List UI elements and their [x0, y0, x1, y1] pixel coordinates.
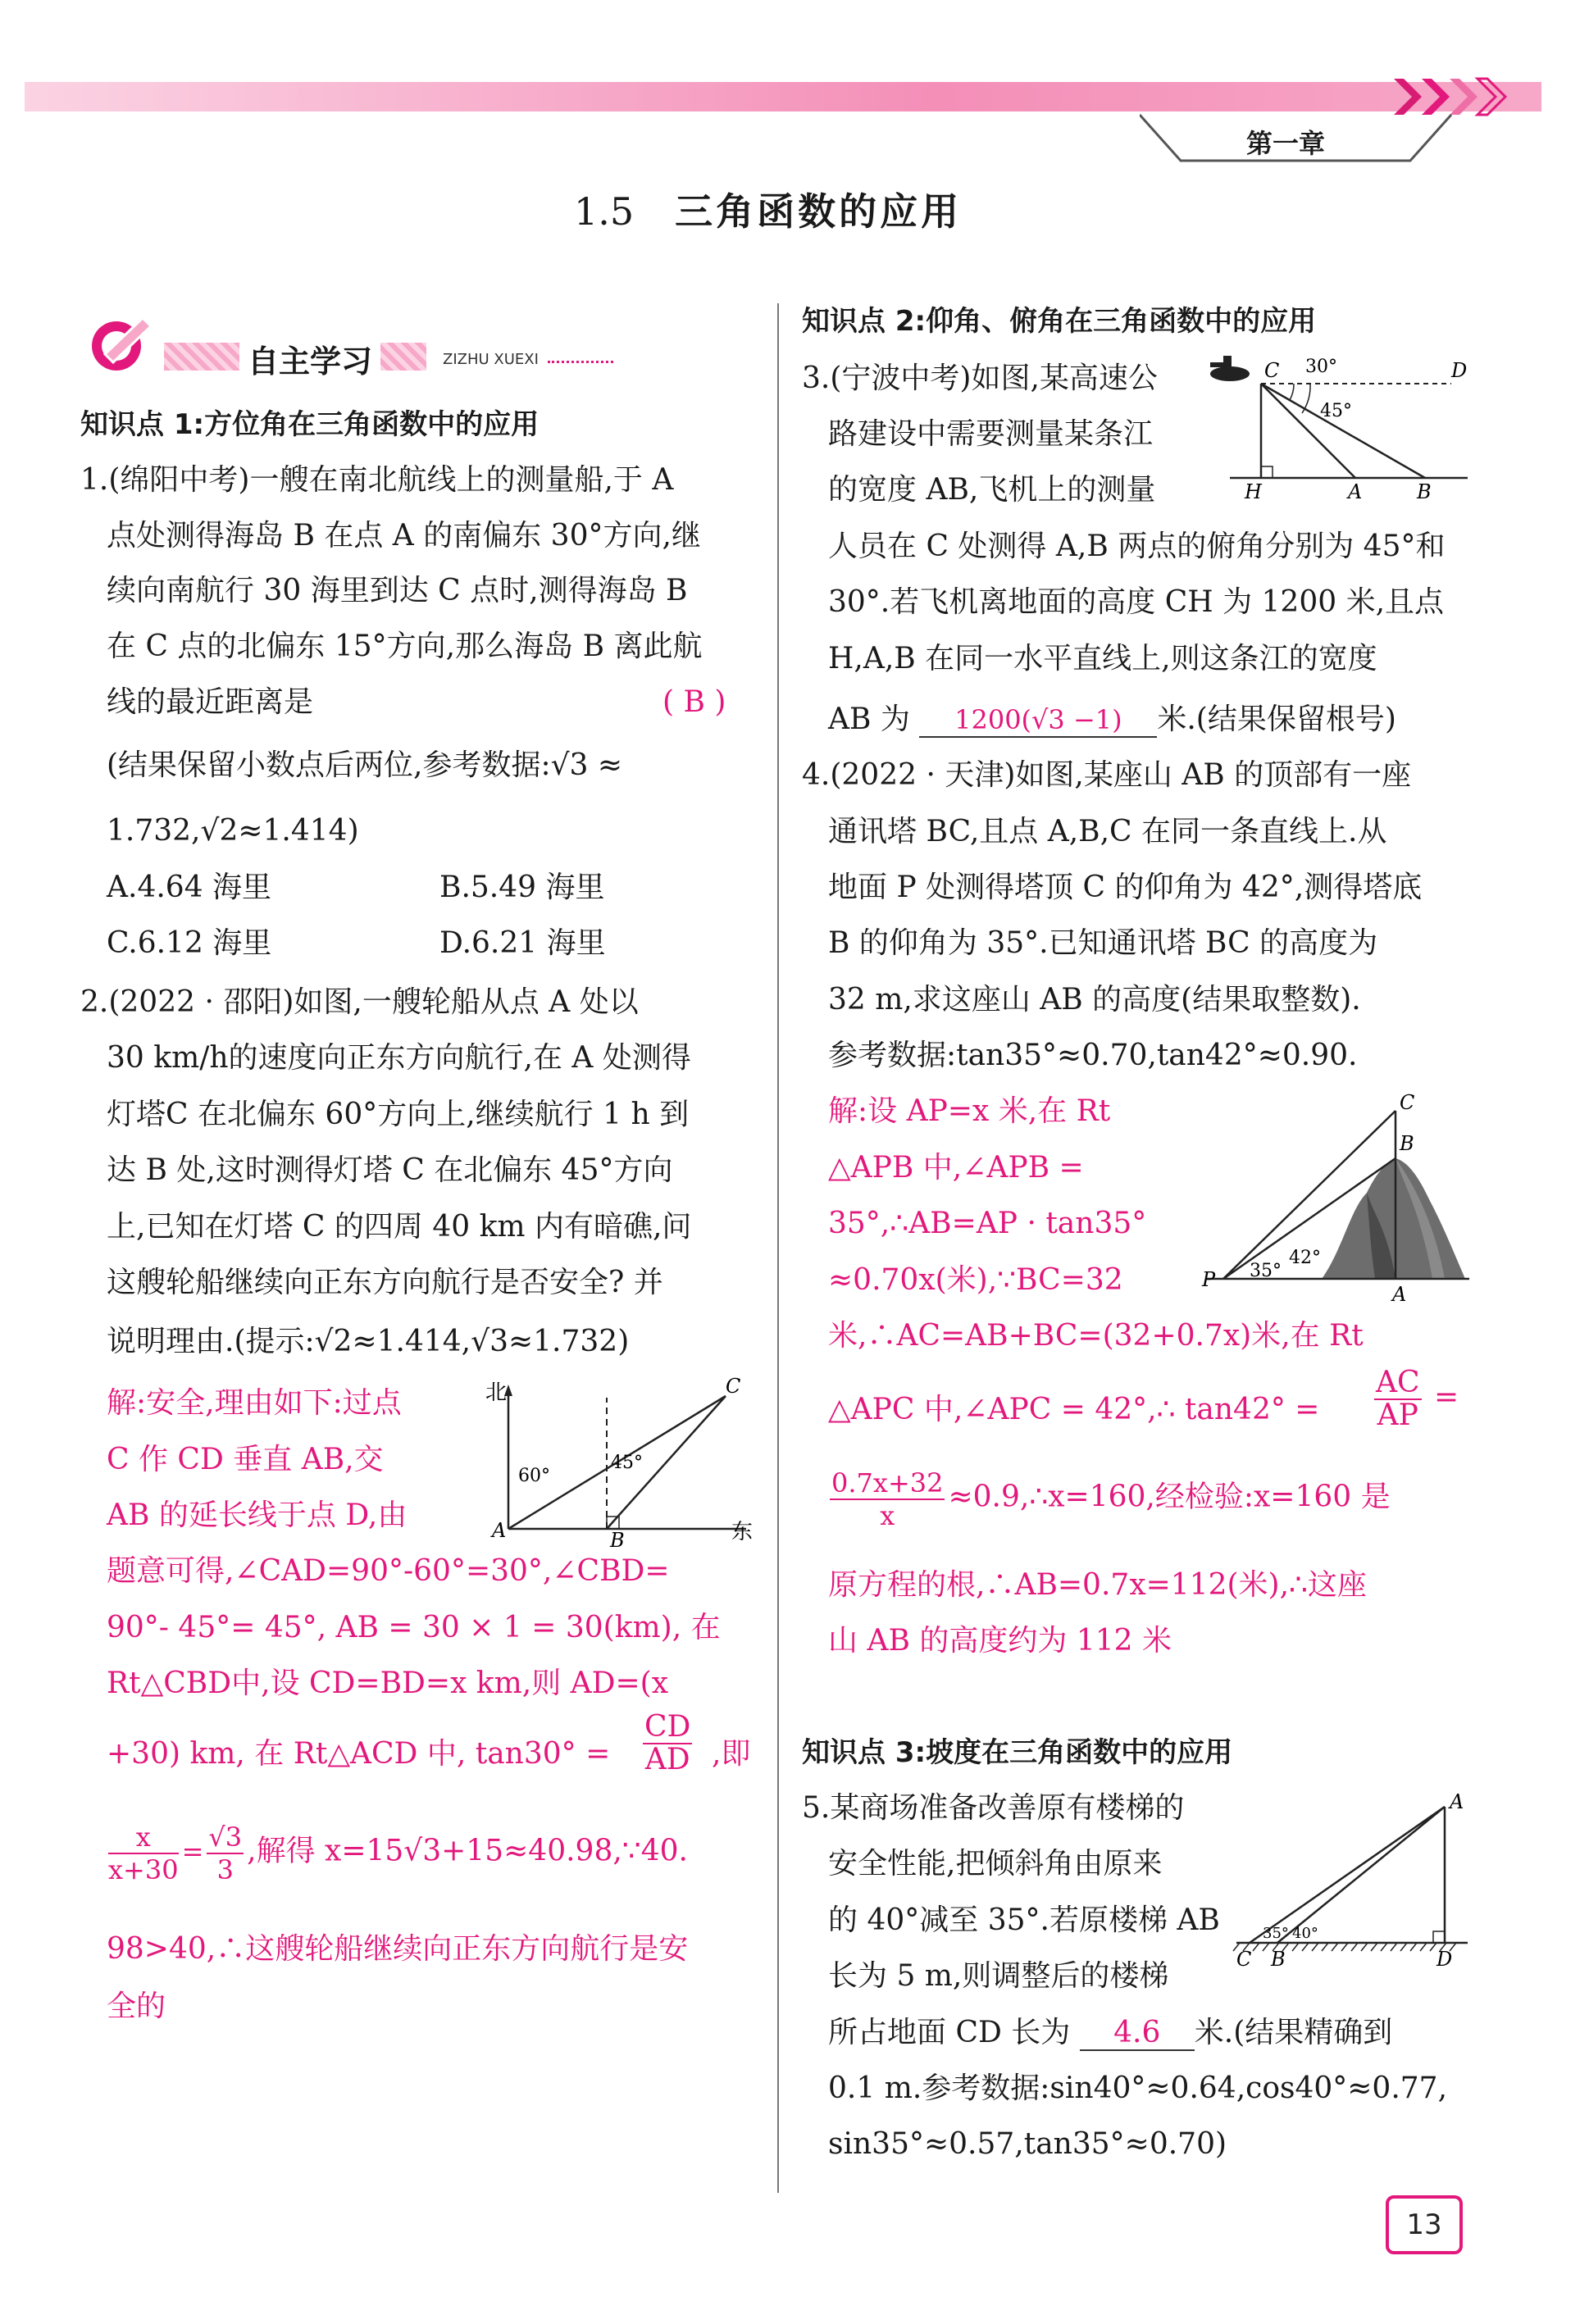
banner-label: 自主学习	[239, 336, 380, 381]
q3-line: 30°.若飞机离地面的高度 CH 为 1200 米,且点	[828, 585, 1445, 619]
q2-solution: 90°- 45°= 45°, AB = 30 × 1 = 30(km), 在	[107, 1611, 721, 1644]
q4-solution: △APB 中,∠APB =	[828, 1151, 1084, 1185]
fraction-denominator: 3	[216, 1854, 234, 1885]
q2-figure	[476, 1373, 754, 1553]
knowledge-point-1: 知识点 1:方位角在三角函数中的应用	[80, 408, 540, 441]
q1-answer: ( B )	[662, 685, 726, 719]
page-title	[574, 182, 962, 236]
q1-line: 点处测得海岛 B 在点 A 的南偏东 30°方向,继	[107, 519, 701, 553]
q1-line: 续向南航行 30 海里到达 C 点时,测得海岛 B	[107, 574, 688, 607]
fig-label-c: C	[726, 1375, 741, 1398]
knowledge-point-3: 知识点 3:坡度在三角函数中的应用	[802, 1736, 1233, 1769]
q1-line: 在 C 点的北偏东 15°方向,那么海岛 B 离此航	[107, 630, 703, 663]
q4-solution-tail: 原方程的根,∴AB=0.7x=112(米),∴这座	[828, 1568, 1367, 1602]
fraction-numerator: x	[108, 1821, 179, 1854]
fig-angle-60: 60°	[518, 1466, 550, 1486]
q4-solution-tail: 山 AB 的高度约为 112 米	[828, 1624, 1172, 1658]
q2-line: 灯塔C 在北偏东 60°方向上,继续航行 1 h 到	[107, 1098, 690, 1131]
q2-solution: ,即	[712, 1737, 751, 1771]
fraction-denominator: x+30	[108, 1854, 179, 1885]
q2-line: 这艘轮船继续向正东方向航行是否安全? 并	[107, 1266, 663, 1299]
q2-line: 说明理由.(提示:√2≈1.414,√3≈1.732)	[107, 1325, 630, 1358]
fig-label-d: D	[1451, 359, 1468, 382]
header-band	[25, 82, 1541, 111]
fraction-numerator: AC	[1376, 1366, 1420, 1399]
knowledge-point-2: 知识点 2:仰角、俯角在三角函数中的应用	[802, 305, 1317, 338]
q5-line: 安全性能,把倾斜角由原来	[828, 1847, 1163, 1881]
fig-label-c: C	[1264, 359, 1280, 382]
banner-pinyin: ZIZHU XUEXI	[443, 351, 539, 368]
q2-fraction-cd-ad	[640, 1712, 695, 1776]
fig-angle-40: 40°	[1292, 1925, 1318, 1942]
fig-label-a: A	[492, 1519, 507, 1542]
q1-option-a: A.4.64 海里	[107, 871, 272, 904]
fraction-numerator: 0.7x+32	[831, 1467, 944, 1499]
q4-line: B 的仰角为 35°.已知通讯塔 BC 的高度为	[828, 926, 1378, 960]
q2-solution: 题意可得,∠CAD=90°-60°=30°,∠CBD=	[107, 1554, 670, 1588]
fig-label-h: H	[1245, 480, 1262, 503]
q3-answer-line	[828, 703, 1396, 738]
q4-line: 地面 P 处测得塔顶 C 的仰角为 42°,测得塔底	[828, 871, 1423, 904]
q2-solution: 解:安全,理由如下:过点	[107, 1386, 402, 1420]
q2-line: 上,已知在灯塔 C 的四周 40 km 内有暗礁,问	[107, 1210, 692, 1244]
pencil-icon	[84, 310, 157, 375]
fig-label-north: 北	[485, 1380, 508, 1405]
q4-line: 32 m,求这座山 AB 的高度(结果取整数).	[828, 983, 1361, 1016]
q2-solution-tail: ,解得 x=15√3+15≈40.98,∵40.	[247, 1834, 688, 1868]
column-divider	[777, 303, 779, 2193]
q3-ab-prefix: AB 为	[828, 703, 910, 736]
section-title-text: 三角函数的应用	[675, 189, 963, 234]
fig-label-b: B	[610, 1529, 625, 1552]
fig-label-b: B	[1417, 480, 1432, 503]
fig-angle-30: 30°	[1305, 357, 1337, 377]
fraction-numerator: CD	[644, 1710, 691, 1744]
q5-cd-suffix: 米.(结果精确到	[1194, 2016, 1393, 2049]
page-number: 13	[1386, 2195, 1463, 2254]
q5-note: 0.1 m.参考数据:sin40°≈0.64,cos40°≈0.77,	[828, 2072, 1448, 2105]
fig-angle-35: 35°	[1250, 1261, 1282, 1281]
q4-solution: 解:设 AP=x 米,在 Rt	[828, 1094, 1111, 1128]
q5-answer: 4.6	[1080, 2017, 1195, 2051]
q4-line: 4.(2022 · 天津)如图,某座山 AB 的顶部有一座	[802, 758, 1412, 792]
q5-line: 5.某商场准备改善原有楼梯的	[802, 1791, 1185, 1825]
q2-solution: C 作 CD 垂直 AB,交	[107, 1443, 384, 1476]
fig-label-c: C	[1236, 1948, 1252, 1971]
q5-note: sin35°≈0.57,tan35°≈0.70)	[828, 2127, 1227, 2161]
q3-ab-suffix: 米.(结果保留根号)	[1157, 703, 1396, 736]
fraction-denominator: x	[880, 1500, 895, 1531]
q5-answer-line	[828, 2017, 1392, 2051]
fig-label-d: D	[1436, 1948, 1453, 1971]
q1-note: 1.732,√2≈1.414)	[107, 814, 359, 848]
q3-figure	[1205, 351, 1476, 507]
q5-line: 长为 5 m,则调整后的楼梯	[828, 1959, 1169, 1993]
section-number: 1.5	[574, 189, 635, 234]
fig-label-a: A	[1348, 480, 1363, 503]
banner-dots	[548, 361, 613, 363]
airplane-icon	[1210, 356, 1250, 381]
q4-figure	[1199, 1086, 1477, 1308]
q4-line: 通讯塔 BC,且点 A,B,C 在同一条直线上.从	[828, 815, 1387, 848]
q1-option-c: C.6.12 海里	[107, 926, 272, 960]
chapter-label: 第一章	[1246, 128, 1326, 159]
fig-label-a: A	[1450, 1790, 1464, 1813]
q4-fraction-ac-ap: $\frac{AC}{AP}$ =	[1376, 1366, 1459, 1432]
q3-line: H,A,B 在同一水平直线上,则这条江的宽度	[828, 642, 1377, 675]
q5-line: 的 40°减至 35°.若原楼梯 AB	[828, 1903, 1220, 1937]
q5-figure	[1230, 1787, 1484, 1976]
fig-angle-35: 35°	[1263, 1925, 1289, 1942]
q4-solution: ≈0.70x(米),∵BC=32	[828, 1263, 1123, 1297]
fig-label-p: P	[1202, 1268, 1216, 1291]
q2-solution-tail: 全的	[107, 1990, 166, 2023]
q2-solution: Rt△CBD中,设 CD=BD=x km,则 AD=(x	[107, 1667, 669, 1700]
fig-label-c: C	[1400, 1091, 1415, 1114]
q3-line: 3.(宁波中考)如图,某高速公	[802, 362, 1158, 395]
q3-line: 路建设中需要测量某条江	[828, 417, 1154, 451]
q2-solution: AB 的延长线于点 D,由	[107, 1499, 407, 1532]
fig-label-b: B	[1400, 1132, 1414, 1155]
fraction-denominator: AD	[644, 1743, 690, 1776]
q2-line: 达 B 处,这时测得灯塔 C 在北偏东 45°方向	[107, 1153, 673, 1187]
q2-line: 30 km/h的速度向正东方向航行,在 A 处测得	[107, 1041, 691, 1075]
q3-line: 的宽度 AB,飞机上的测量	[828, 473, 1156, 507]
q4-equation	[826, 1467, 1391, 1531]
q1-option-b: B.5.49 海里	[439, 871, 605, 904]
q1-line: 1.(绵阳中考)一艘在南北航线上的测量船,于 A	[80, 463, 674, 497]
fraction-numerator: √3	[208, 1821, 243, 1853]
q1-note: (结果保留小数点后两位,参考数据:√3 ≈	[107, 748, 623, 782]
q4-solution: △APC 中,∠APC = 42°,∴ tan42° =	[828, 1393, 1320, 1426]
fraction-denominator: AP	[1377, 1398, 1418, 1432]
q4-solution-tail: ≈0.9,∴x=160,经检验:x=160 是	[948, 1480, 1391, 1514]
q1-option-d: D.6.21 海里	[439, 926, 606, 960]
fig-angle-42: 42°	[1289, 1248, 1321, 1268]
fig-label-b: B	[1271, 1948, 1286, 1971]
q1-line: 线的最近距离是	[107, 685, 314, 719]
q5-cd-prefix: 所占地面 CD 长为	[828, 2016, 1071, 2049]
q4-line: 参考数据:tan35°≈0.70,tan42°≈0.90.	[828, 1039, 1358, 1072]
q4-solution: 35°,∴AB=AP · tan35°	[828, 1207, 1147, 1240]
q2-equation: $\frac{x}{x+30}$ = $\frac{√3}{3}$ ,解得 x=15√3+15≈40.98,∵40.	[108, 1821, 688, 1885]
fig-label-east: 东	[731, 1520, 754, 1544]
fig-label-a: A	[1392, 1283, 1407, 1306]
q2-solution: +30) km, 在 Rt△ACD 中, tan30° =	[107, 1737, 611, 1771]
q3-answer: 1200(√3 −1)	[919, 703, 1157, 738]
q4-solution: 米,∴AC=AB+BC=(32+0.7x)米,在 Rt	[828, 1319, 1364, 1353]
fig-angle-45: 45°	[611, 1453, 643, 1473]
fig-angle-45: 45°	[1320, 401, 1352, 421]
q2-line: 2.(2022 · 邵阳)如图,一艘轮船从点 A 处以	[80, 985, 639, 1019]
q2-solution-tail: 98>40,∴这艘轮船继续向正东方向航行是安	[107, 1932, 689, 1966]
q3-line: 人员在 C 处测得 A,B 两点的俯角分别为 45°和	[828, 530, 1446, 563]
